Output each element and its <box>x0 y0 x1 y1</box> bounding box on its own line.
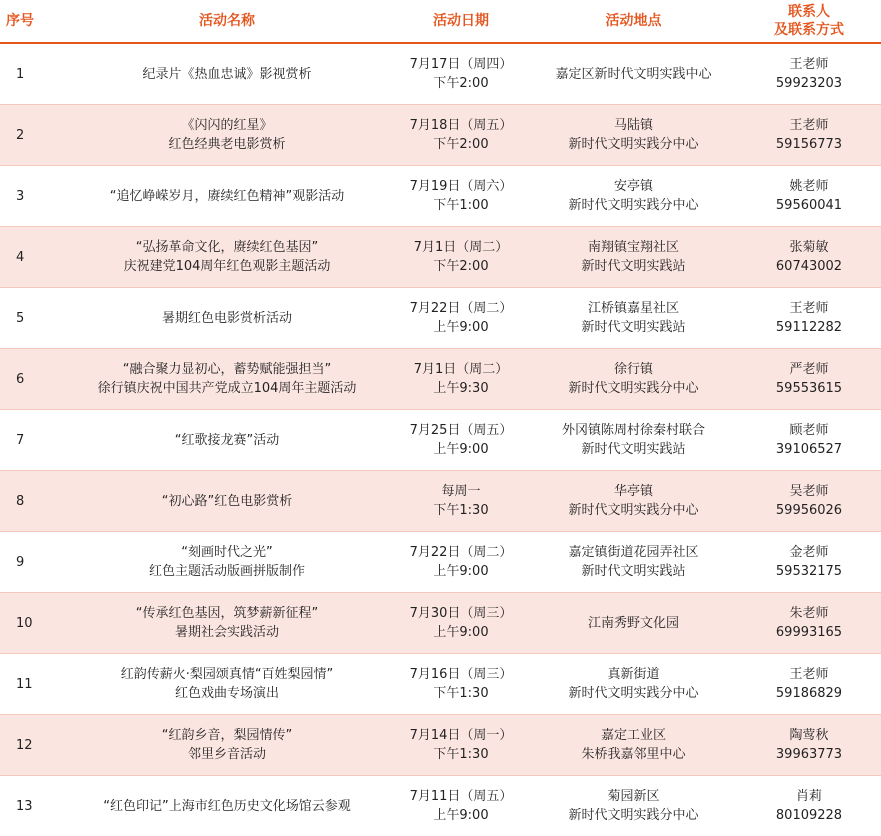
cell-date <box>392 593 530 654</box>
cell-date <box>392 288 530 349</box>
cell-date-line: 上午9:00 <box>394 623 528 642</box>
table-row <box>0 166 881 227</box>
cell-name-line: “刻画时代之光” <box>64 543 390 562</box>
header-date: 活动日期 <box>392 0 530 43</box>
cell-name <box>62 532 392 593</box>
cell-date-line: 7月19日（周六） <box>394 177 528 196</box>
cell-date-line: 下午1:30 <box>394 684 528 703</box>
cell-date <box>392 715 530 776</box>
cell-place-line: 新时代文明实践站 <box>532 440 735 459</box>
cell-name <box>62 166 392 227</box>
cell-place-line: 新时代文明实践分中心 <box>532 684 735 703</box>
cell-date-line: 上午9:30 <box>394 379 528 398</box>
table-row <box>0 776 881 836</box>
cell-name <box>62 227 392 288</box>
table-row <box>0 105 881 166</box>
cell-date-line: 下午2:00 <box>394 135 528 154</box>
cell-date-line: 每周一 <box>394 482 528 501</box>
header-contact-line2: 及联系方式 <box>737 21 881 39</box>
cell-date-line: 7月16日（周三） <box>394 665 528 684</box>
cell-contact <box>737 715 881 776</box>
cell-place-line: 真新街道 <box>532 665 735 684</box>
cell-name-line: “追忆峥嵘岁月，赓续红色精神”观影活动 <box>64 187 390 206</box>
cell-contact-line: 59553615 <box>739 379 879 398</box>
cell-date <box>392 166 530 227</box>
cell-place <box>530 471 737 532</box>
cell-name-line: “红韵乡音，梨园情传” <box>64 726 390 745</box>
cell-contact-line: 朱老师 <box>739 604 879 623</box>
cell-place-line: 新时代文明实践站 <box>532 318 735 337</box>
cell-place <box>530 105 737 166</box>
cell-date-line: 7月1日（周二） <box>394 360 528 379</box>
cell-contact-line: 59560041 <box>739 196 879 215</box>
cell-place-line: 新时代文明实践分中心 <box>532 135 735 154</box>
cell-date-line: 7月22日（周二） <box>394 543 528 562</box>
cell-date-line: 下午1:00 <box>394 196 528 215</box>
cell-name-line: 庆祝建党104周年红色观影主题活动 <box>64 257 390 276</box>
table-row <box>0 654 881 715</box>
cell-date-line: 上午9:00 <box>394 806 528 825</box>
cell-contact-line: 59532175 <box>739 562 879 581</box>
cell-no: 11 <box>0 654 62 715</box>
cell-contact-line: 王老师 <box>739 299 879 318</box>
cell-name-line: 红韵传薪火·梨园颂真情“百姓梨园情” <box>64 665 390 684</box>
header-name: 活动名称 <box>62 0 392 43</box>
cell-date-line: 7月18日（周五） <box>394 116 528 135</box>
cell-no: 8 <box>0 471 62 532</box>
cell-place-line: 新时代文明实践站 <box>532 562 735 581</box>
cell-contact-line: 陶莺秋 <box>739 726 879 745</box>
cell-date-line: 7月11日（周五） <box>394 787 528 806</box>
cell-contact <box>737 532 881 593</box>
cell-place-line: 马陆镇 <box>532 116 735 135</box>
cell-no: 2 <box>0 105 62 166</box>
cell-name <box>62 288 392 349</box>
header-place: 活动地点 <box>530 0 737 43</box>
cell-no: 6 <box>0 349 62 410</box>
cell-name-line: 暑期社会实践活动 <box>64 623 390 642</box>
table-row <box>0 410 881 471</box>
cell-place-line: 江桥镇嘉星社区 <box>532 299 735 318</box>
cell-place <box>530 227 737 288</box>
table-row <box>0 532 881 593</box>
cell-contact-line: 肖莉 <box>739 787 879 806</box>
cell-place-line: 外冈镇陈周村徐秦村联合 <box>532 421 735 440</box>
cell-place <box>530 349 737 410</box>
cell-place-line: 江南秀野文化园 <box>532 614 735 633</box>
cell-contact-line: 张菊敏 <box>739 238 879 257</box>
cell-date-line: 上午9:00 <box>394 562 528 581</box>
cell-contact-line: 60743002 <box>739 257 879 276</box>
cell-no: 12 <box>0 715 62 776</box>
cell-place-line: 新时代文明实践分中心 <box>532 806 735 825</box>
header-no: 序号 <box>0 0 62 43</box>
cell-date-line: 下午2:00 <box>394 74 528 93</box>
cell-place-line: 新时代文明实践分中心 <box>532 196 735 215</box>
cell-no: 3 <box>0 166 62 227</box>
cell-contact-line: 80109228 <box>739 806 879 825</box>
cell-contact <box>737 471 881 532</box>
cell-name-line: 红色主题活动版画拼版制作 <box>64 562 390 581</box>
cell-date-line: 7月25日（周五） <box>394 421 528 440</box>
cell-date <box>392 227 530 288</box>
table-row <box>0 715 881 776</box>
table-row <box>0 227 881 288</box>
table-header-row <box>0 0 881 43</box>
cell-contact-line: 吴老师 <box>739 482 879 501</box>
cell-date-line: 下午1:30 <box>394 501 528 520</box>
cell-name <box>62 471 392 532</box>
cell-place-line: 嘉定工业区 <box>532 726 735 745</box>
cell-place-line: 徐行镇 <box>532 360 735 379</box>
cell-date <box>392 105 530 166</box>
cell-contact <box>737 227 881 288</box>
cell-date-line: 上午9:00 <box>394 440 528 459</box>
cell-no: 5 <box>0 288 62 349</box>
cell-place <box>530 410 737 471</box>
cell-contact <box>737 593 881 654</box>
cell-place-line: 朱桥我嘉邻里中心 <box>532 745 735 764</box>
cell-place-line: 嘉定区新时代文明实践中心 <box>532 65 735 84</box>
cell-name-line: 红色戏曲专场演出 <box>64 684 390 703</box>
cell-contact <box>737 654 881 715</box>
cell-place-line: 南翔镇宝翔社区 <box>532 238 735 257</box>
cell-place <box>530 166 737 227</box>
cell-name-line: “融合聚力显初心，蓄势赋能强担当” <box>64 360 390 379</box>
cell-place <box>530 776 737 836</box>
cell-date <box>392 471 530 532</box>
cell-contact-line: 顾老师 <box>739 421 879 440</box>
cell-date <box>392 654 530 715</box>
cell-name-line: “传承红色基因，筑梦薪新征程” <box>64 604 390 623</box>
cell-name-line: “红色印记”上海市红色历史文化场馆云参观 <box>64 797 390 816</box>
cell-no: 13 <box>0 776 62 836</box>
cell-contact-line: 59923203 <box>739 74 879 93</box>
cell-name-line: 邻里乡音活动 <box>64 745 390 764</box>
cell-name-line: 红色经典老电影赏析 <box>64 135 390 154</box>
cell-name-line: “红歌接龙赛”活动 <box>64 431 390 450</box>
cell-contact-line: 王老师 <box>739 55 879 74</box>
cell-date <box>392 43 530 105</box>
cell-contact-line: 王老师 <box>739 116 879 135</box>
cell-contact <box>737 105 881 166</box>
table-row <box>0 288 881 349</box>
cell-contact-line: 59112282 <box>739 318 879 337</box>
cell-contact-line: 金老师 <box>739 543 879 562</box>
cell-name <box>62 715 392 776</box>
cell-place <box>530 532 737 593</box>
cell-no: 1 <box>0 43 62 105</box>
cell-contact-line: 59156773 <box>739 135 879 154</box>
cell-no: 9 <box>0 532 62 593</box>
cell-name-line: 暑期红色电影赏析活动 <box>64 309 390 328</box>
cell-place-line: 新时代文明实践分中心 <box>532 379 735 398</box>
cell-place-line: 安亭镇 <box>532 177 735 196</box>
table-row <box>0 43 881 105</box>
cell-name <box>62 593 392 654</box>
cell-contact <box>737 43 881 105</box>
cell-name <box>62 410 392 471</box>
cell-place <box>530 288 737 349</box>
cell-contact <box>737 776 881 836</box>
table-row <box>0 349 881 410</box>
cell-date <box>392 532 530 593</box>
cell-place-line: 菊园新区 <box>532 787 735 806</box>
cell-name <box>62 776 392 836</box>
header-contact-line1: 联系人 <box>737 3 881 21</box>
cell-contact-line: 王老师 <box>739 665 879 684</box>
cell-no: 10 <box>0 593 62 654</box>
cell-date-line: 7月22日（周二） <box>394 299 528 318</box>
cell-place <box>530 593 737 654</box>
cell-date <box>392 410 530 471</box>
cell-date-line: 下午2:00 <box>394 257 528 276</box>
cell-name-line: “弘扬革命文化，赓续红色基因” <box>64 238 390 257</box>
cell-date-line: 7月1日（周二） <box>394 238 528 257</box>
cell-place-line: 新时代文明实践分中心 <box>532 501 735 520</box>
cell-name-line: 徐行镇庆祝中国共产党成立104周年主题活动 <box>64 379 390 398</box>
cell-date <box>392 349 530 410</box>
cell-name-line: 纪录片《热血忠诚》影视赏析 <box>64 65 390 84</box>
table-row <box>0 593 881 654</box>
cell-contact-line: 姚老师 <box>739 177 879 196</box>
cell-name <box>62 105 392 166</box>
cell-name <box>62 654 392 715</box>
cell-place-line: 嘉定镇街道花园弄社区 <box>532 543 735 562</box>
cell-contact <box>737 288 881 349</box>
header-contact <box>737 0 881 43</box>
cell-no: 4 <box>0 227 62 288</box>
cell-contact-line: 59956026 <box>739 501 879 520</box>
cell-place-line: 新时代文明实践站 <box>532 257 735 276</box>
cell-place <box>530 654 737 715</box>
cell-name-line: 《闪闪的红星》 <box>64 116 390 135</box>
cell-place-line: 华亭镇 <box>532 482 735 501</box>
cell-contact-line: 39963773 <box>739 745 879 764</box>
cell-name <box>62 43 392 105</box>
cell-contact <box>737 349 881 410</box>
cell-place <box>530 715 737 776</box>
cell-contact-line: 严老师 <box>739 360 879 379</box>
cell-name-line: “初心路”红色电影赏析 <box>64 492 390 511</box>
table-row <box>0 471 881 532</box>
cell-date-line: 上午9:00 <box>394 318 528 337</box>
cell-place <box>530 43 737 105</box>
cell-contact-line: 59186829 <box>739 684 879 703</box>
cell-date-line: 7月14日（周一） <box>394 726 528 745</box>
cell-contact <box>737 410 881 471</box>
cell-date-line: 7月30日（周三） <box>394 604 528 623</box>
cell-no: 7 <box>0 410 62 471</box>
cell-date-line: 下午1:30 <box>394 745 528 764</box>
cell-date <box>392 776 530 836</box>
cell-date-line: 7月17日（周四） <box>394 55 528 74</box>
cell-contact-line: 69993165 <box>739 623 879 642</box>
cell-contact <box>737 166 881 227</box>
cell-contact-line: 39106527 <box>739 440 879 459</box>
table-body <box>0 43 881 836</box>
cell-name <box>62 349 392 410</box>
